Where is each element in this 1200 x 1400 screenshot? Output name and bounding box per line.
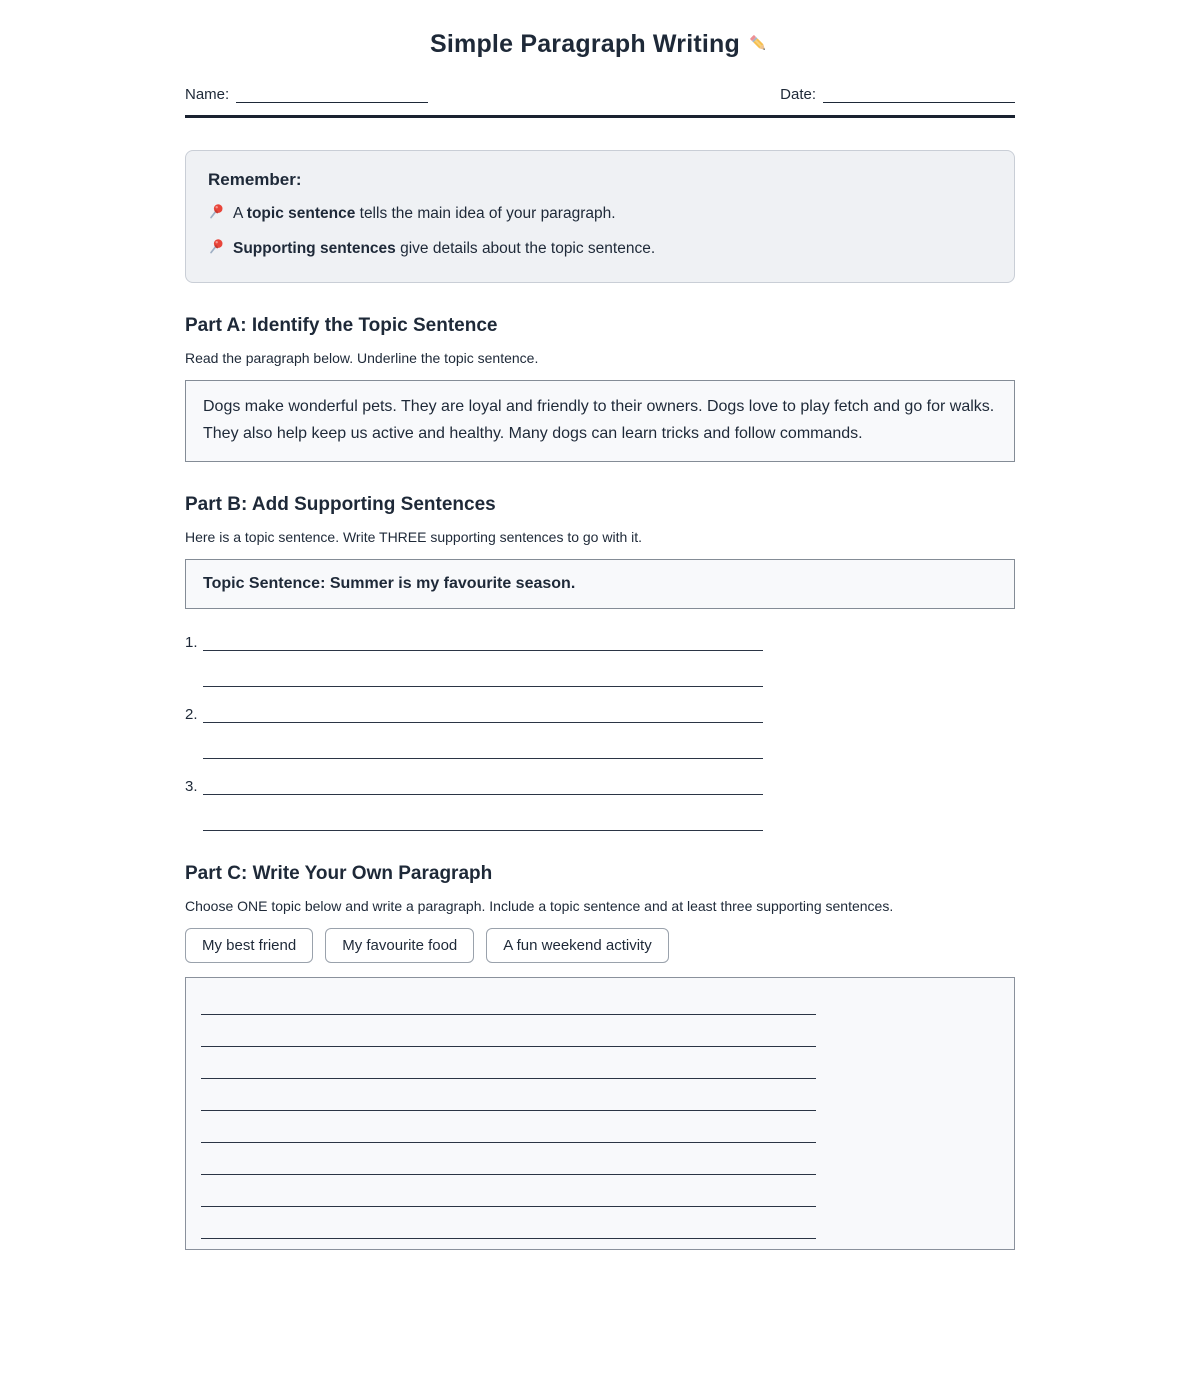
part-a-heading: Part A: Identify the Topic Sentence: [185, 315, 498, 336]
answer-write-line[interactable]: [203, 758, 763, 759]
remember-heading: Remember:: [208, 170, 302, 189]
part-b-answer-lines: [185, 615, 1015, 831]
paragraph-write-line[interactable]: [201, 983, 816, 1015]
answer-row-1: [185, 615, 1015, 651]
pin-icon: [208, 238, 225, 260]
remember-item-text: Supporting sentences give details about the topic sentence.: [233, 240, 656, 257]
topic-chips-row: [185, 928, 1015, 963]
paragraph-write-line[interactable]: [201, 1111, 816, 1143]
part-a-paragraph-box: [185, 380, 1015, 462]
part-b-instruction: Here is a topic sentence. Write THREE supporting sentences to go with it.: [185, 528, 643, 545]
answer-number: 3.: [185, 777, 198, 795]
worksheet-page: [185, 0, 1015, 1250]
remember-item-text: A topic sentence tells the main idea of your paragraph.: [233, 205, 616, 222]
paragraph-write-line[interactable]: [201, 1079, 816, 1111]
paragraph-write-line[interactable]: [201, 1015, 816, 1047]
part-b-heading: Part B: Add Supporting Sentences: [185, 493, 496, 515]
pin-icon: [208, 203, 225, 225]
part-b-topic-sentence-box: [185, 559, 1015, 609]
part-a-instruction: Read the paragraph below. Underline the topic sentence.: [185, 350, 539, 366]
answer-number: 2.: [185, 705, 198, 723]
answer-write-line[interactable]: [203, 794, 763, 795]
name-field: [185, 86, 428, 103]
date-label: Date:: [780, 86, 816, 103]
name-date-row: [185, 86, 1015, 118]
paragraph-write-line[interactable]: [201, 1175, 816, 1207]
remember-item: [208, 238, 992, 260]
topic-chip-a-fun-weekend-activity[interactable]: A fun weekend activity: [486, 928, 668, 963]
pencil-icon: [747, 33, 770, 61]
part-c-heading: Part C: Write Your Own Paragraph: [185, 862, 493, 884]
remember-box: [185, 150, 1015, 283]
topic-chip-my-best-friend[interactable]: My best friend: [185, 928, 313, 963]
paragraph-writing-area[interactable]: [185, 977, 1015, 1250]
paragraph-write-line[interactable]: [201, 1047, 816, 1079]
answer-number: 1.: [185, 633, 198, 651]
answer-row-3-cont: [185, 795, 1015, 831]
answer-write-line[interactable]: [203, 650, 763, 651]
date-input-line[interactable]: [823, 88, 1015, 103]
page-title-text: Simple Paragraph Writing: [430, 30, 740, 58]
date-field: [780, 86, 1015, 103]
paragraph-write-line[interactable]: [201, 1143, 816, 1175]
topic-chip-my-favourite-food[interactable]: My favourite food: [325, 928, 474, 963]
part-b-topic-sentence-text: Topic Sentence: Summer is my favourite season.: [203, 574, 576, 592]
name-label: Name:: [185, 86, 230, 103]
answer-row-2: [185, 687, 1015, 723]
answer-row-3: [185, 759, 1015, 795]
answer-write-line[interactable]: [203, 686, 763, 687]
name-input-line[interactable]: [236, 88, 428, 103]
paragraph-write-line[interactable]: [201, 1207, 816, 1239]
remember-item: [208, 203, 992, 225]
part-c-instruction: Choose ONE topic below and write a paragraph. Include a topic sentence and at least three supporting sentences.: [185, 897, 894, 914]
page-title: [185, 30, 1015, 62]
part-a-paragraph-text: Dogs make wonderful pets. They are loyal and friendly to their owners. Dogs love to play fetch and go for walks. They also help keep us active and healthy. Many dogs can learn tricks and follow commands.: [203, 398, 995, 442]
answer-write-line[interactable]: [203, 830, 763, 831]
answer-write-line[interactable]: [203, 722, 763, 723]
answer-row-2-cont: [185, 723, 1015, 759]
answer-row-1-cont: [185, 651, 1015, 687]
